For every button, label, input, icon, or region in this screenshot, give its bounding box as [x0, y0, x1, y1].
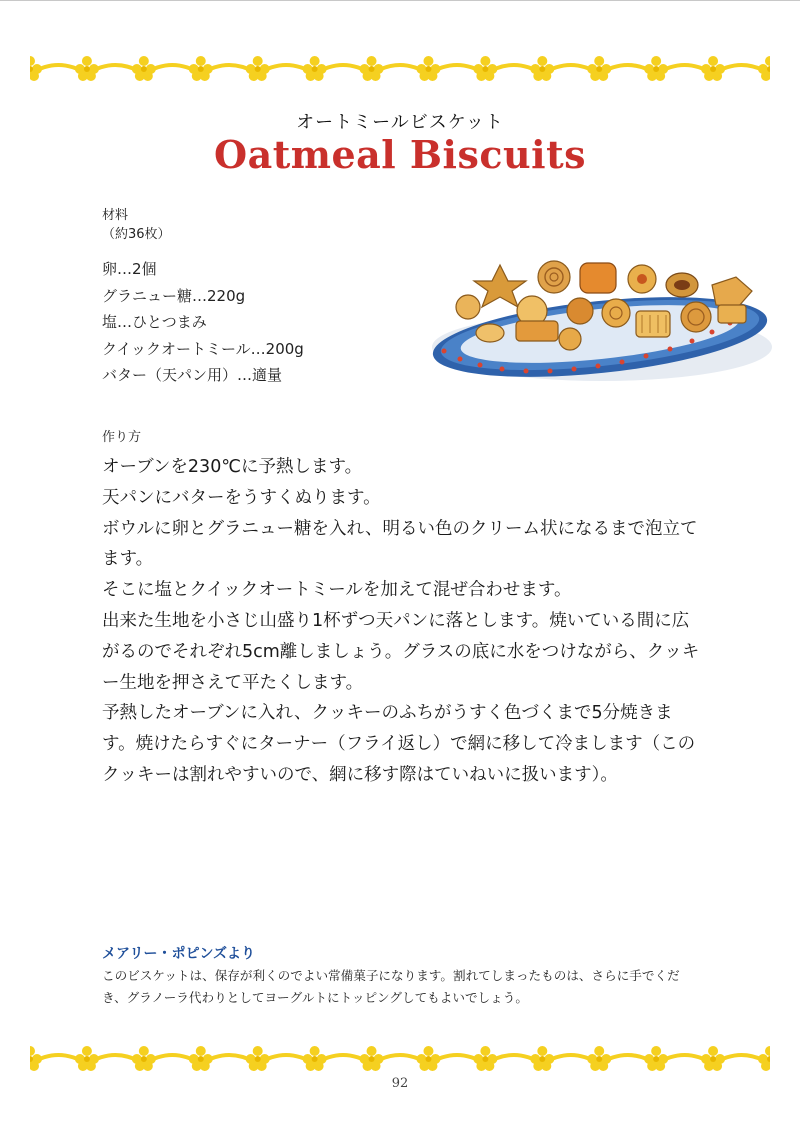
ingredient-item: 卵…2個	[102, 260, 157, 278]
method-step: 出来た生地を小さじ山盛り1杯ずつ天パンに落とします。焼いている間に広がるのでそれぞれ5cm離しましょう。グラスの底に水をつけながら、クッキー生地を押さえて平たくします。	[102, 610, 700, 693]
method-step: そこに塩とクイックオートミールを加えて混ぜ合わせます。	[102, 580, 572, 601]
ingredient-item: クイックオートミール…200g	[102, 339, 304, 358]
note-heading: メアリー・ポピンズより	[102, 946, 256, 962]
method-heading: 作り方	[102, 430, 142, 445]
method-step: オーブンを230℃に予熱します。	[102, 457, 363, 477]
ingredients-heading: 材料	[102, 208, 129, 223]
scalloped-border-bottom-icon	[30, 1028, 770, 1076]
ingredient-item: 塩…ひとつまみ	[102, 313, 207, 331]
page-number: 92	[391, 1076, 409, 1091]
recipe-title: Oatmeal Biscuits	[213, 132, 587, 177]
ingredient-item: グラニュー糖…220g	[102, 286, 246, 305]
ingredients-list	[102, 256, 304, 389]
method-step: 天パンにバターをうすくぬります。	[102, 487, 381, 508]
method-step: ボウルに卵とグラニュー糖を入れ、明るい色のクリーム状になるまで泡立てます。	[102, 518, 698, 570]
biscuit-plate-illustration-icon	[420, 255, 780, 390]
note-body: このビスケットは、保存が利くのでよい常備菓子になります。割れてしまったものは、さらに手でくだき、グラノーラ代わりとしてヨーグルトにトッピングしてもよいでしょう。	[102, 968, 680, 1005]
scalloped-border-top-icon	[30, 38, 770, 86]
method-steps-list	[102, 452, 702, 791]
ingredients-yield: （約36枚）	[102, 227, 171, 242]
ingredient-item: バター（天パン用）…適量	[102, 366, 283, 384]
ingredients-heading-block	[102, 206, 171, 244]
top-rule	[0, 0, 800, 1]
recipe-subtitle: オートミールビスケット	[296, 112, 504, 133]
method-step: 予熱したオーブンに入れ、クッキーのふちがうすく色づくまで5分焼きます。焼けたらすぐにターナー（フライ返し）で網に移して冷まします（このクッキーは割れやすいので、網に移す際はていねいに扱います）。	[102, 703, 696, 785]
